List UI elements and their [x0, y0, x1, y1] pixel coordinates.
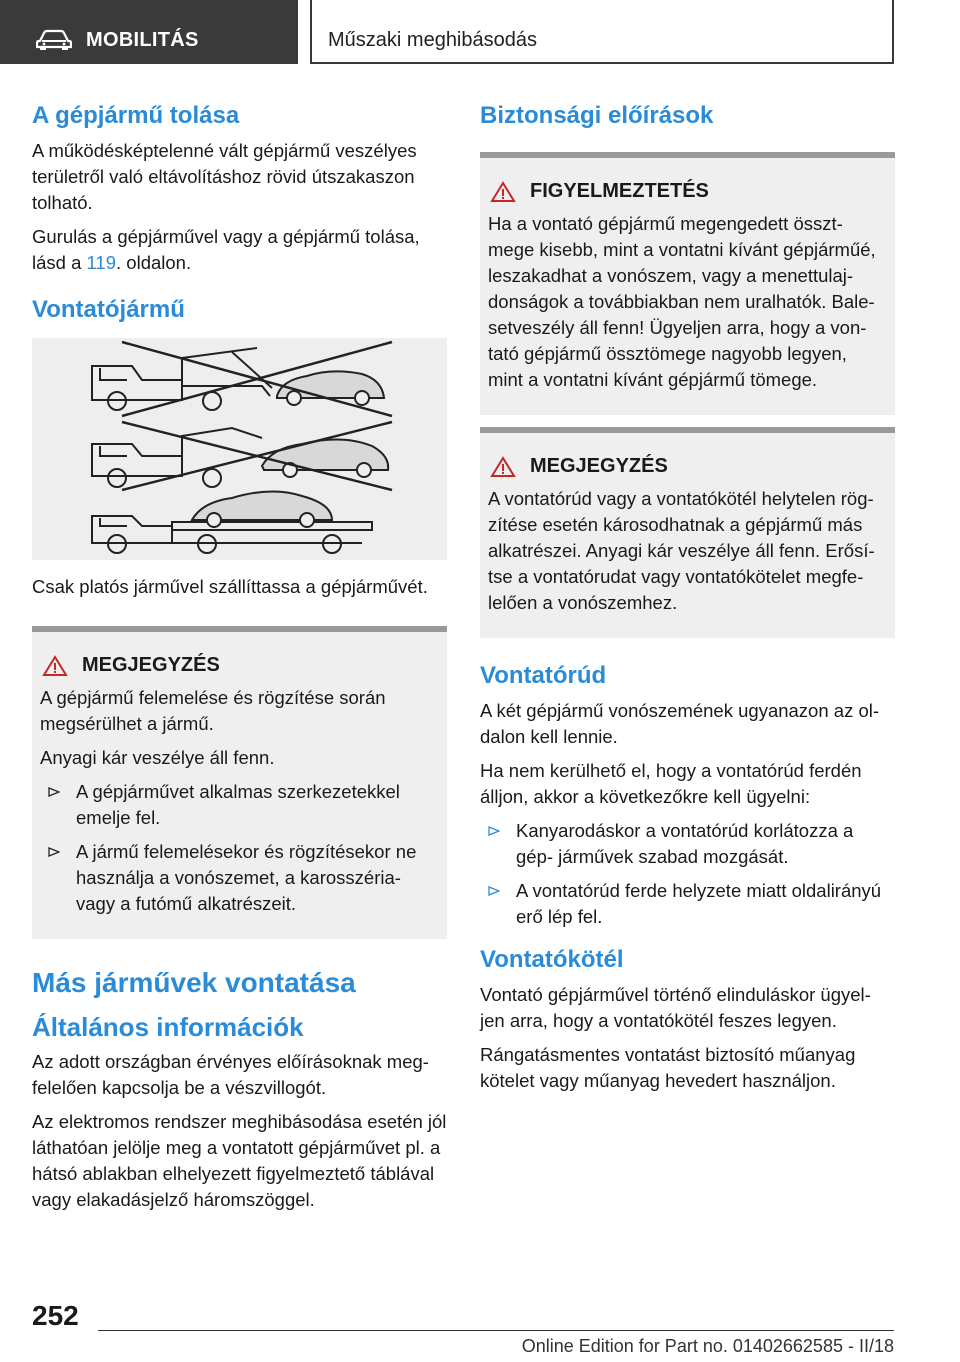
list-item-text: A gépjárművet alkalmas szerkezetekkel emelje fel.: [76, 781, 400, 828]
note-box: [480, 427, 895, 638]
warning-triangle-icon: [490, 181, 516, 203]
paragraph: A működésképtelenné vált gépjármű veszélyes területről való eltávolításhoz rövid útszakaszon tolható.: [32, 140, 417, 213]
note-title: [40, 654, 437, 677]
paragraph: A két gépjármű vonószemének ugyanazon az ol- dalon kell lennie.: [480, 700, 880, 747]
section-title: Műszaki meghibásodás: [328, 29, 537, 51]
paragraph: Anyagi kár veszélye áll fenn.: [40, 747, 275, 768]
warning-title-text: FIGYELMEZTETÉS: [530, 180, 709, 202]
heading-towbar: Vontatórúd: [480, 662, 607, 689]
warning-box: [480, 152, 895, 415]
list-item: [480, 818, 895, 870]
towbar-list: [480, 818, 895, 930]
list-item: [480, 878, 895, 930]
note-box: [32, 626, 447, 939]
tow-vehicle-illustration: [32, 338, 447, 560]
note-list: [40, 779, 437, 917]
paragraph: A gépjármű felemelése és rögzítése során megsérülhet a jármű.: [40, 687, 386, 734]
illustration-caption: Csak platós járművel szállíttassa a gépjárművét.: [32, 576, 428, 597]
list-item: [40, 839, 437, 917]
list-item-text: Kanyarodáskor a vontatórúd korlátozza a gép- járművek szabad mozgását.: [516, 820, 854, 867]
arrow-bullet-icon: [48, 787, 60, 797]
footer-divider: [98, 1330, 894, 1331]
text: . oldalon.: [116, 252, 192, 273]
list-item-text: A vontatórúd ferde helyzete miatt oldalirányú erő lép fel.: [516, 880, 882, 927]
heading-general-info: Általános információk: [32, 1012, 304, 1042]
page-link[interactable]: 119: [86, 252, 117, 273]
arrow-bullet-icon: [48, 847, 60, 857]
paragraph: A vontatórúd vagy a vontatókötél helytelen rög- zítése esetén károsodhatnak a gépjármű más alkatrészei. Anyagi kár veszélye áll fenn. Erősí- tse a vontatórudat vagy vontatókötelet megfe- lelően a vonószemhez.: [488, 488, 875, 613]
section-tab: [0, 0, 298, 64]
paragraph: Vontató gépjárművel történő elinduláskor ügyel- jen arra, hogy a vontatókötél feszes legyen.: [480, 984, 871, 1031]
arrow-bullet-icon: [488, 886, 500, 896]
tow-trucks-figure: [32, 338, 447, 560]
heading-towing: A gépjármű tolása: [32, 102, 240, 129]
note-title: [488, 455, 885, 478]
right-column: [480, 100, 895, 1102]
warning-title: [488, 180, 885, 203]
paragraph: Ha a vontató gépjármű megengedett összt- mege kisebb, mint a vontatni kívánt gépjárműé, leszakadhat a vonószem, vagy a menettulaj- donságok a továbbiakban nem uralhatók. Bale- setveszély áll fenn! Ügyeljen arra, hogy a von- tató gépjármű össztömege nagyobb legyen, mint a vontatni kívánt gépjármű tömege.: [488, 213, 876, 390]
arrow-bullet-icon: [488, 826, 500, 836]
page-number: 252: [32, 1300, 79, 1331]
note-title-text: MEGJEGYZÉS: [82, 654, 220, 676]
heading-tow-vehicle: Vontatójármű: [32, 296, 185, 323]
paragraph: [32, 224, 447, 276]
heading-safety: Biztonsági előírások: [480, 102, 714, 129]
list-item-text: A jármű felemelésekor és rögzítésekor ne használja a vonószemet, a karosszéria- vagy a futómű alkatrészeit.: [76, 841, 417, 914]
edition-text: Online Edition for Part no. 01402662585 - II/18: [521, 1336, 894, 1356]
section-title-bar: [310, 0, 894, 64]
section-tab-label: MOBILITÁS: [86, 29, 199, 51]
warning-triangle-icon: [490, 456, 516, 478]
list-item: [40, 779, 437, 831]
heading-other-vehicles: Más járművek vontatása: [32, 967, 356, 998]
car-icon: [36, 27, 72, 51]
text: Gurulás a gépjárművel vagy a gépjármű tolása, lásd a: [32, 226, 420, 273]
note-title-text: MEGJEGYZÉS: [530, 455, 668, 477]
heading-tow-rope: Vontatókötél: [480, 946, 624, 973]
paragraph: Az adott országban érvényes előírásoknak meg- felelően kapcsolja be a vészvillogót.: [32, 1051, 429, 1098]
paragraph: Az elektromos rendszer meghibásodása esetén jól láthatóan jelölje meg a vontatott gépjárművet pl. a hátsó ablakban elhelyezett figyelmeztető táblával vagy elakadásjelző háromszöggel.: [32, 1111, 447, 1210]
warning-triangle-icon: [42, 655, 68, 677]
paragraph: Rángatásmentes vontatást biztosító műanyag kötelet vagy műanyag hevedert használjon.: [480, 1044, 856, 1091]
left-column: [32, 100, 447, 1221]
paragraph: Ha nem kerülhető el, hogy a vontatórúd ferdén álljon, akkor a következőkre kell ügyelni:: [480, 760, 862, 807]
